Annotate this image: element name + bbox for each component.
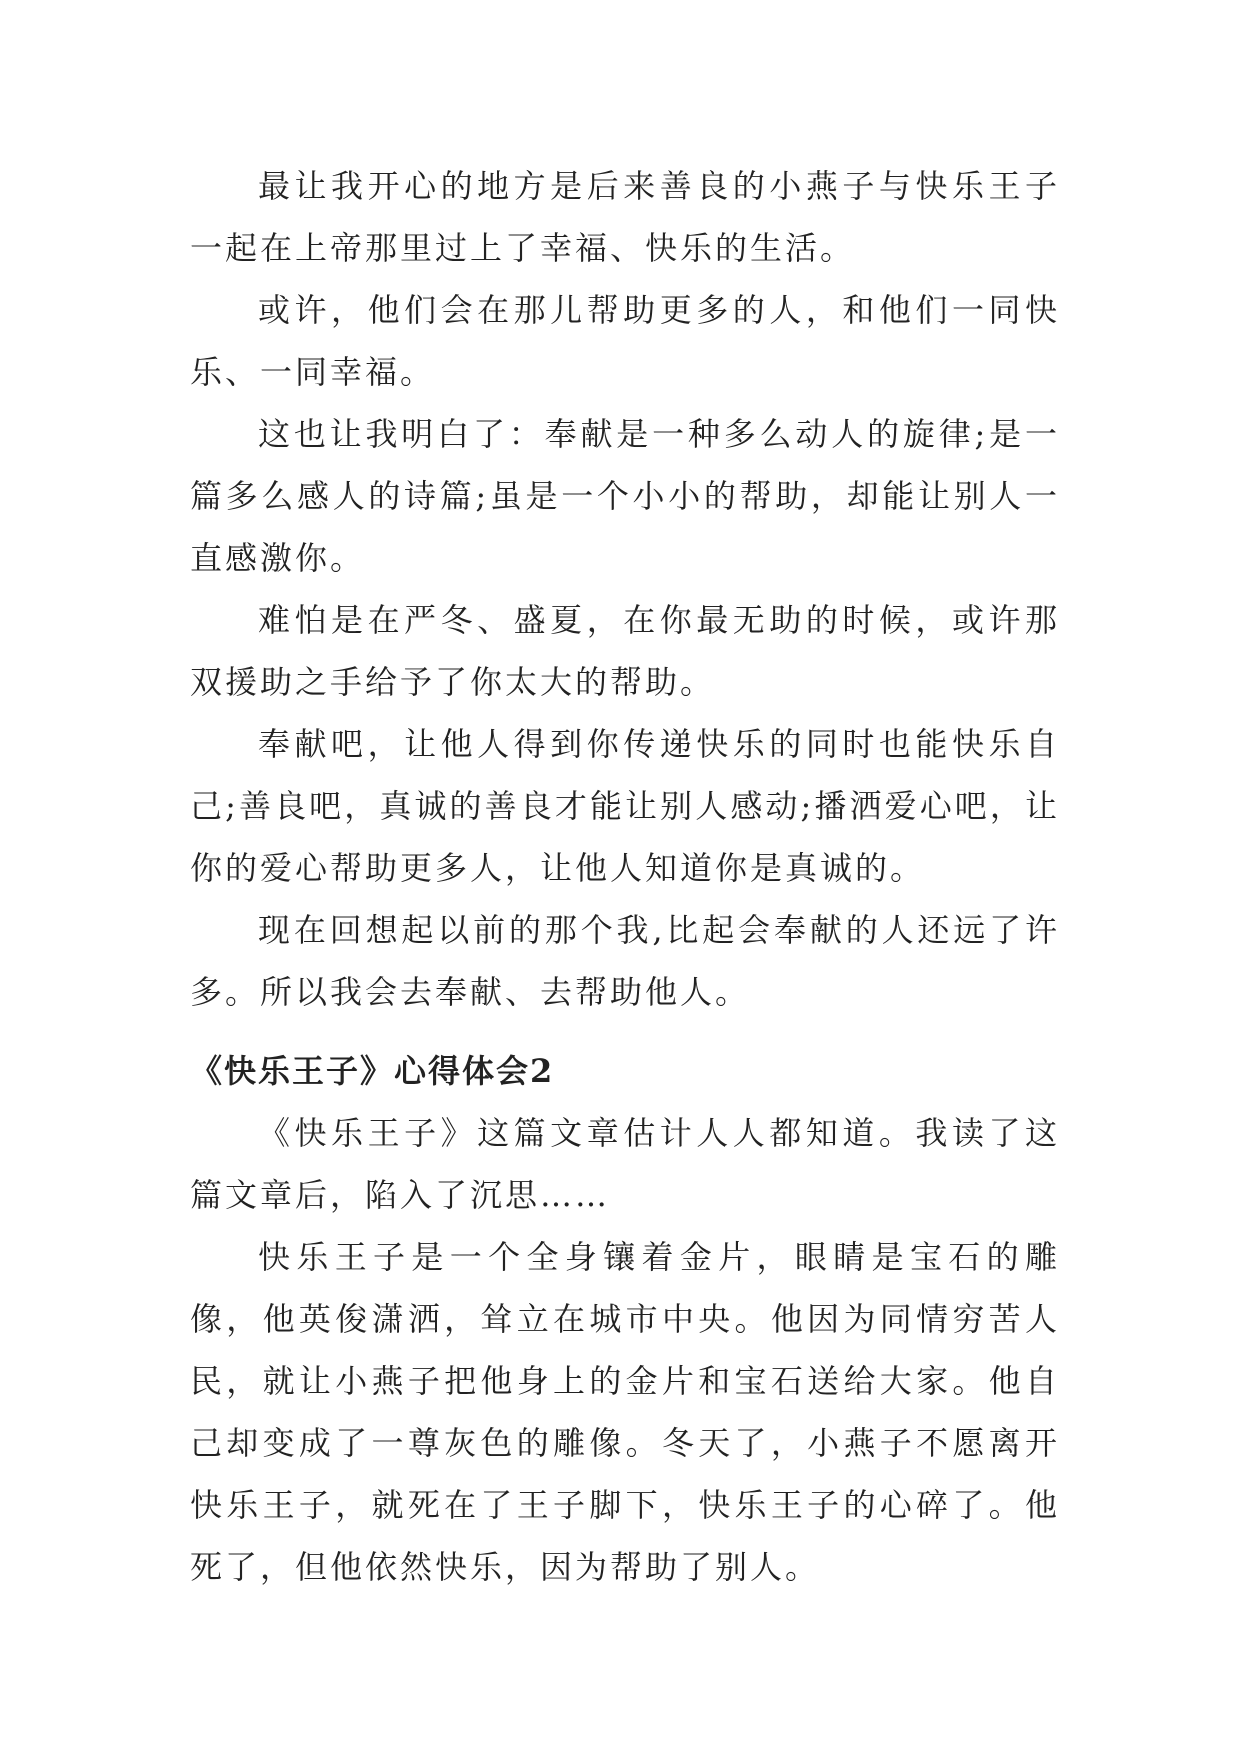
section-2-body xyxy=(190,1102,1060,1598)
paragraph: 难怕是在严冬、盛夏，在你最无助的时候，或许那双援助之手给予了你太大的帮助。 xyxy=(190,601,1060,701)
section-1-body xyxy=(190,155,1060,1023)
paragraph: 或许，他们会在那儿帮助更多的人，和他们一同快乐、一同幸福。 xyxy=(190,291,1060,391)
paragraph: 奉献吧，让他人得到你传递快乐的同时也能快乐自己;善良吧，真诚的善良才能让别人感动;播洒爱心吧，让你的爱心帮助更多人，让他人知道你是真诚的。 xyxy=(190,725,1060,887)
paragraph: 快乐王子是一个全身镶着金片，眼睛是宝石的雕像，他英俊潇洒，耸立在城市中央。他因为同情穷苦人民，就让小燕子把他身上的金片和宝石送给大家。他自己却变成了一尊灰色的雕像。冬天了，小燕子不愿离开快乐王子，就死在了王子脚下，快乐王子的心碎了。他死了，但他依然快乐，因为帮助了别人。 xyxy=(190,1238,1060,1586)
paragraph: 这也让我明白了：奉献是一种多么动人的旋律;是一篇多么感人的诗篇;虽是一个小小的帮助，却能让别人一直感激你。 xyxy=(190,415,1060,577)
section-2-heading: 《快乐王子》心得体会2 xyxy=(190,1052,555,1090)
paragraph: 《快乐王子》这篇文章估计人人都知道。我读了这篇文章后，陷入了沉思…… xyxy=(190,1114,1060,1214)
paragraph: 最让我开心的地方是后来善良的小燕子与快乐王子一起在上帝那里过上了幸福、快乐的生活。 xyxy=(190,167,1060,267)
paragraph: 现在回想起以前的那个我,比起会奉献的人还远了许多。所以我会去奉献、去帮助他人。 xyxy=(190,911,1060,1011)
